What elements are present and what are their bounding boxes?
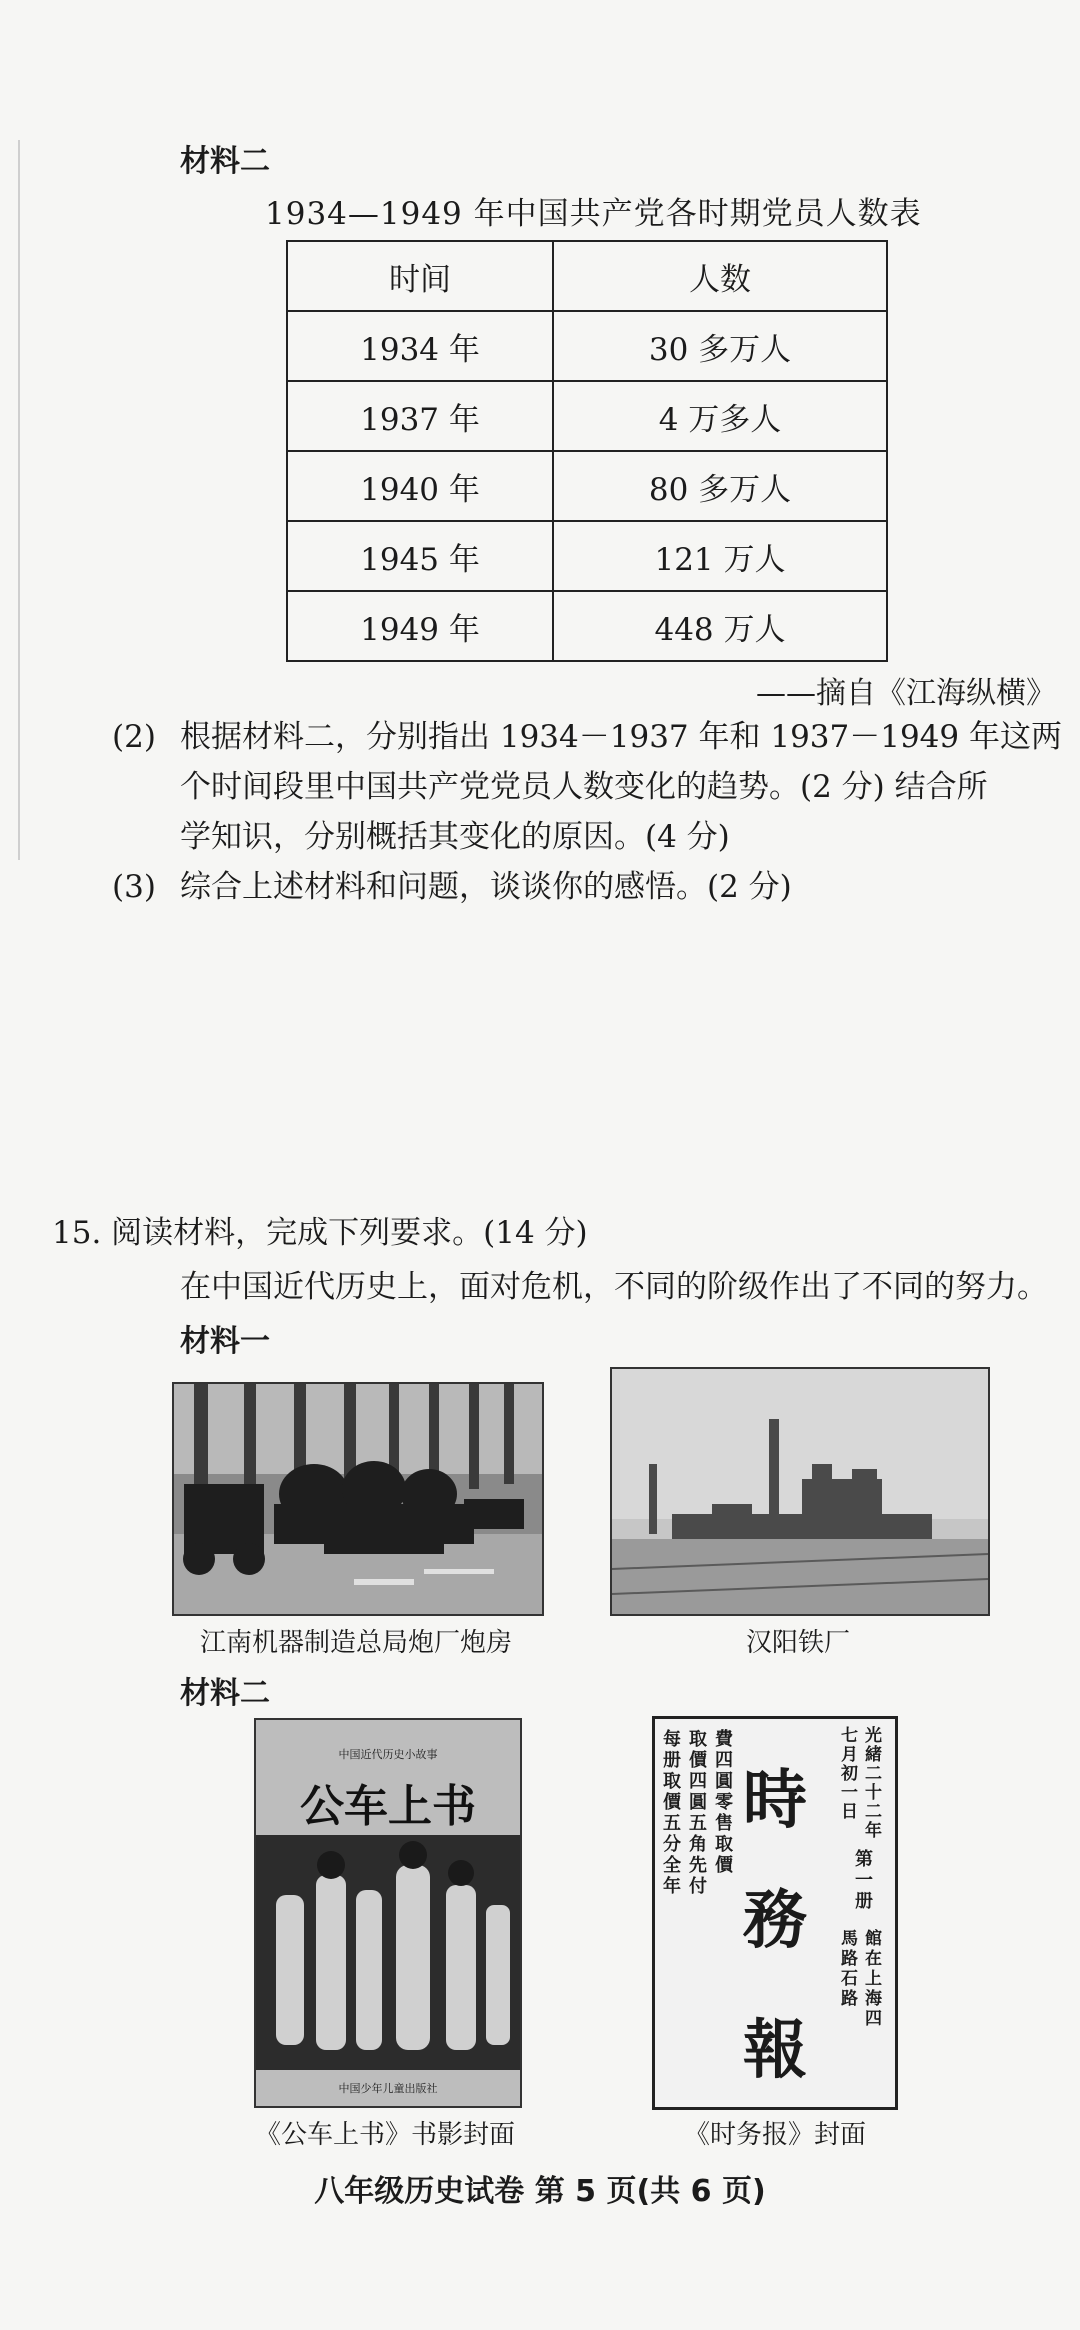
table-row <box>287 521 887 591</box>
material1-label: 材料一 <box>180 1324 270 1359</box>
question-15-intro: 在中国近代历史上，面对危机，不同的阶级作出了不同的努力。 <box>180 1269 1048 1305</box>
cover2-date-col-2: 光緒二十二年 <box>865 1726 882 1841</box>
table-row <box>287 311 887 381</box>
question-3-number: (3) <box>112 869 156 905</box>
cover1-series: 中国近代历史小故事 <box>338 1748 438 1761</box>
question-3-text: 综合上述材料和问题，谈谈你的感悟。(2 分) <box>180 869 792 905</box>
party-members-table <box>286 240 888 662</box>
scan-margin-line <box>18 140 20 860</box>
table-header-count: 人数 <box>553 241 887 311</box>
cover1-caption: 《公车上书》书影封面 <box>254 2120 515 2150</box>
photo1-caption: 江南机器制造总局炮厂炮房 <box>199 1628 512 1658</box>
page-footer: 八年级历史试卷 第 5 页(共 6 页) <box>314 2174 766 2209</box>
crowd-illustration <box>256 1835 520 2070</box>
table-header-time: 时间 <box>287 241 553 311</box>
cover2-price-col-1: 每册取價五分全年 <box>663 1729 681 1897</box>
material2-label-q15: 材料二 <box>180 1676 270 1711</box>
cover1-title: 公车上书 <box>300 1781 476 1832</box>
jiangnan-arsenal-photo <box>172 1382 544 1616</box>
cover2-title-char-2: 務 <box>743 1884 807 1958</box>
cover2-date-col-1: 七月初一日 <box>841 1726 858 1822</box>
table-cell-year: 1940 年 <box>287 451 553 521</box>
cover2-address-col-1: 馬路石路 <box>841 1929 858 2009</box>
cover1-publisher: 中国少年儿童出版社 <box>338 2082 438 2095</box>
table-row <box>287 451 887 521</box>
cover2-caption: 《时务报》封面 <box>683 2120 866 2150</box>
photo2-caption: 汉阳铁厂 <box>745 1628 850 1658</box>
table-cell-count: 4 万多人 <box>553 381 887 451</box>
cover2-issue: 第一册 <box>855 1849 873 1912</box>
table-cell-count: 80 多万人 <box>553 451 887 521</box>
hanyang-ironworks-photo <box>610 1367 990 1616</box>
material2-label: 材料二 <box>180 144 270 179</box>
cover2-price-col-2: 取價四圓五角先付 <box>689 1729 707 1897</box>
table-cell-count: 448 万人 <box>553 591 887 661</box>
table-row <box>287 591 887 661</box>
table-source: ——摘自《江海纵横》 <box>756 676 1056 711</box>
question-2-number: (2) <box>112 719 156 755</box>
question-2-line-3: 学知识，分别概括其变化的原因。(4 分) <box>180 819 730 855</box>
table-cell-year: 1949 年 <box>287 591 553 661</box>
question-2-line-1: 根据材料二，分别指出 1934－1937 年和 1937－1949 年这两 <box>180 719 1062 755</box>
cover2-title-char-3: 報 <box>743 2014 807 2088</box>
cover2-price-col-3: 費四圓零售取價 <box>715 1729 733 1876</box>
table-cell-year: 1934 年 <box>287 311 553 381</box>
question-2-line-2: 个时间段里中国共产党党员人数变化的趋势。(2 分) 结合所 <box>180 769 988 805</box>
table-header-row <box>287 241 887 311</box>
table-cell-count: 30 多万人 <box>553 311 887 381</box>
table-cell-year: 1945 年 <box>287 521 553 591</box>
cover2-address-col-2: 館在上海四 <box>865 1929 882 2029</box>
question-15-heading: 15. 阅读材料，完成下列要求。(14 分) <box>52 1215 588 1251</box>
factory-interior-image <box>174 1384 542 1614</box>
table-cell-count: 121 万人 <box>553 521 887 591</box>
gongche-shangshu-cover <box>254 1718 522 2108</box>
shiwubao-cover <box>652 1716 898 2110</box>
table-cell-year: 1937 年 <box>287 381 553 451</box>
ironworks-landscape-image <box>612 1369 988 1614</box>
table-title: 1934—1949 年中国共产党各时期党员人数表 <box>265 196 922 232</box>
table-row <box>287 381 887 451</box>
cover2-title-char-1: 時 <box>743 1764 807 1838</box>
